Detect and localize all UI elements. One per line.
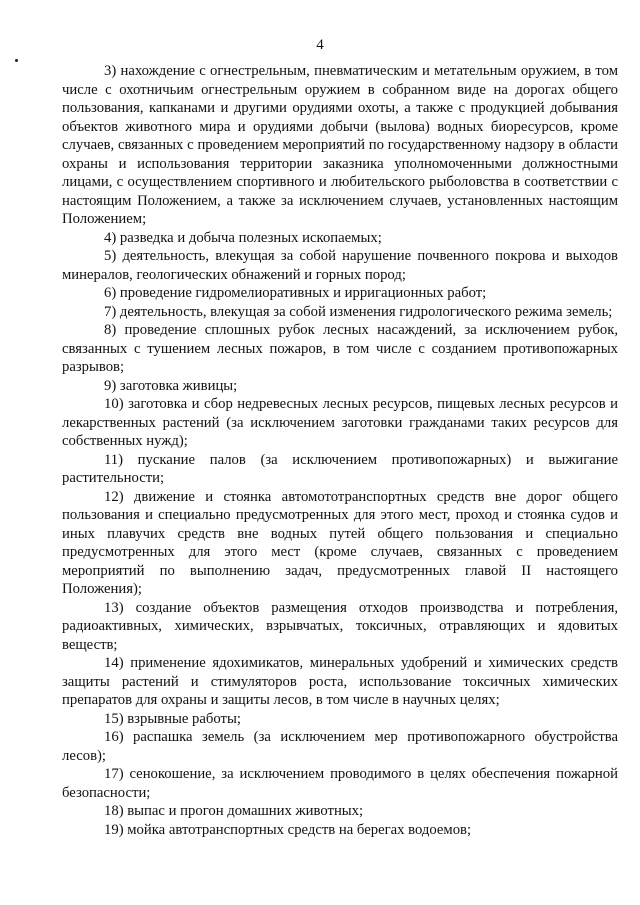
paragraph-18: 18) выпас и прогон домашних животных; (104, 803, 364, 819)
paragraph-4: 4) разведка и добыча полезных ископаемых; (104, 229, 382, 246)
paragraph-17: 17) сенокошение, за исключением проводимого в целях обеспечения пожарной безопасности; (62, 766, 618, 801)
scan-speck (15, 59, 18, 62)
paragraph-6: 6) проведение гидромелиоративных и ирригационных работ; (104, 285, 487, 301)
paragraph-3: 3) нахождение с огнестрельным, пневматическим и метательным оружием, в том числе с охотничьим огнестрельным оружием в собранном виде на дорогах общего пользования, капканами и другими орудиями охоты, а также с продукцией добывания объектов животного мира и орудиями добычи (вылова) водных биоресурсов, кроме случаев, связанных с проведением мероприятий по государственному надзору в области охраны и использования территории заказника уполномоченными должностными лицами, с осуществлением спортивного и любительского рыболовства в соответствии с настоящим Положением, а также за исключением случаев, установленных настоящим Положением; (62, 63, 618, 227)
paragraph-13: 13) создание объектов размещения отходов производства и потребления, радиоактивных, химических, взрывчатых, токсичных, отравляющих и ядовитых веществ; (62, 599, 618, 653)
paragraph-7: 7) деятельность, влекущая за собой изменения гидрологического режима земель; (104, 303, 613, 320)
paragraph-5: 5) деятельность, влекущая за собой нарушение почвенного покрова и выходов минералов, геологических обнажений и горных пород; (62, 248, 618, 283)
paragraph-14: 14) применение ядохимикатов, минеральных удобрений и химических средств защиты растений и стимуляторов роста, использование токсичных химических препаратов для охраны и защиты лесов, в том числе в научных целях; (62, 655, 618, 708)
paragraph-8: 8) проведение сплошных рубок лесных насаждений, за исключением рубок, связанных с тушением лесных пожаров, в том числе с созданием противопожарных разрывов; (62, 322, 618, 375)
body-text (62, 62, 618, 839)
paragraph-12: 12) движение и стоянка автомототранспортных средств вне дорог общего пользования и специально предусмотренных для этого мест, проход и стоянка судов и иных плавучих средств вне водных путей общего пользования и специально предусмотренных для этого мест (кроме случаев, связанных с проведением мероприятий по выполнению задач, предусмотренных главой II настоящего Положения); (62, 488, 618, 597)
page-number: 4 (316, 37, 324, 53)
paragraph-15: 15) взрывные работы; (104, 710, 241, 727)
paragraph-10: 10) заготовка и сбор недревесных лесных ресурсов, пищевых лесных ресурсов и лекарственных растений (за исключением заготовки гражданами таких ресурсов для собственных нужд); (62, 396, 618, 449)
paragraph-19: 19) мойка автотранспортных средств на берегах водоемов; (104, 821, 472, 838)
paragraph-16: 16) распашка земель (за исключением мер противопожарного обустройства лесов); (62, 729, 618, 764)
paragraph-9: 9) заготовка живицы; (104, 377, 238, 394)
paragraph-11: 11) пускание палов (за исключением противопожарных) и выжигание растительности; (62, 451, 618, 486)
